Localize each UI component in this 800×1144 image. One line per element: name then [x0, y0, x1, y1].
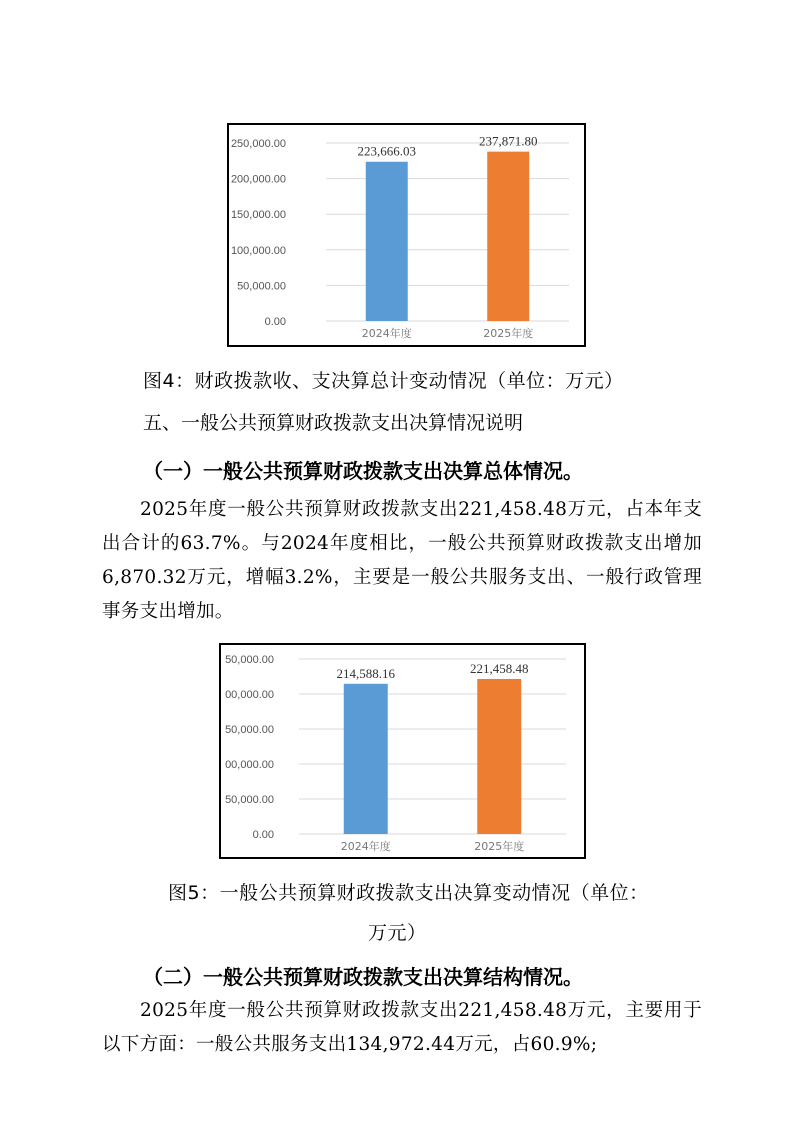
bar-1: [344, 684, 388, 834]
y-tick-label: 0.00: [252, 829, 274, 841]
y-tick-label: 100,000.00: [230, 244, 286, 257]
figure-5-caption-line2: 万元）: [368, 922, 427, 944]
figure-4-chart: [227, 123, 586, 347]
subsection-2-heading: （二）一般公共预算财政拨款支出决算结构情况。: [143, 965, 583, 989]
data-label-2: 221,458.48: [470, 660, 529, 676]
x-category-label-2: 2025年度: [483, 327, 534, 340]
section-5-heading: 五、一般公共预算财政拨款支出决算情况说明: [143, 412, 524, 434]
y-tick-label: 50,000.00: [237, 280, 286, 293]
paragraph-1: [102, 493, 702, 629]
figure-4-caption: 图4：财政拨款收、支决算总计变动情况（单位：万元）: [143, 370, 624, 392]
data-label-1: 214,588.16: [336, 665, 395, 681]
y-tick-label: 50,000.00: [225, 724, 274, 736]
figure-5-svg: [221, 645, 584, 857]
y-tick-label: 0.00: [264, 316, 286, 328]
data-label-1: 223,666.03: [357, 143, 416, 159]
paragraph-2-text: 2025年度一般公共预算财政拨款支出221,458.48万元，主要用于以下方面：一般公共服务支出134,972.44万元，占60.9%;: [102, 1000, 702, 1055]
y-tick-label: 150,000.00: [230, 209, 286, 222]
y-tick-label: 50,000.00: [225, 794, 274, 806]
x-category-label-1: 2024年度: [361, 327, 412, 340]
paragraph-2: [102, 994, 702, 1062]
paragraph-1-text: 2025年度一般公共预算财政拨款支出221,458.48万元，占本年支出合计的63.7%。与2024年度相比，一般公共预算财政拨款支出增加6,870.32万元，增幅3.2%，主要是一般公共服务支出、一般行政管理事务支出增加。: [102, 499, 702, 622]
figure-5-caption-line1: 图5：一般公共预算财政拨款支出决算变动情况（单位：: [168, 882, 649, 904]
bar-2: [487, 152, 529, 321]
bar-2: [477, 679, 521, 834]
figure-5-chart: [219, 643, 586, 859]
bar-1: [366, 162, 408, 321]
y-tick-label: 200,000.00: [230, 173, 286, 186]
y-tick-label: 50,000.00: [225, 654, 274, 666]
y-tick-label: 250,000.00: [230, 138, 286, 150]
y-tick-label: 00,000.00: [225, 759, 274, 771]
x-category-label-2: 2025年度: [474, 840, 525, 853]
y-tick-label: 00,000.00: [225, 689, 274, 701]
data-label-2: 237,871.80: [479, 133, 538, 149]
figure-4-svg: [229, 125, 584, 345]
x-category-label-1: 2024年度: [340, 840, 391, 853]
subsection-1-heading: （一）一般公共预算财政拨款支出决算总体情况。: [143, 459, 583, 483]
